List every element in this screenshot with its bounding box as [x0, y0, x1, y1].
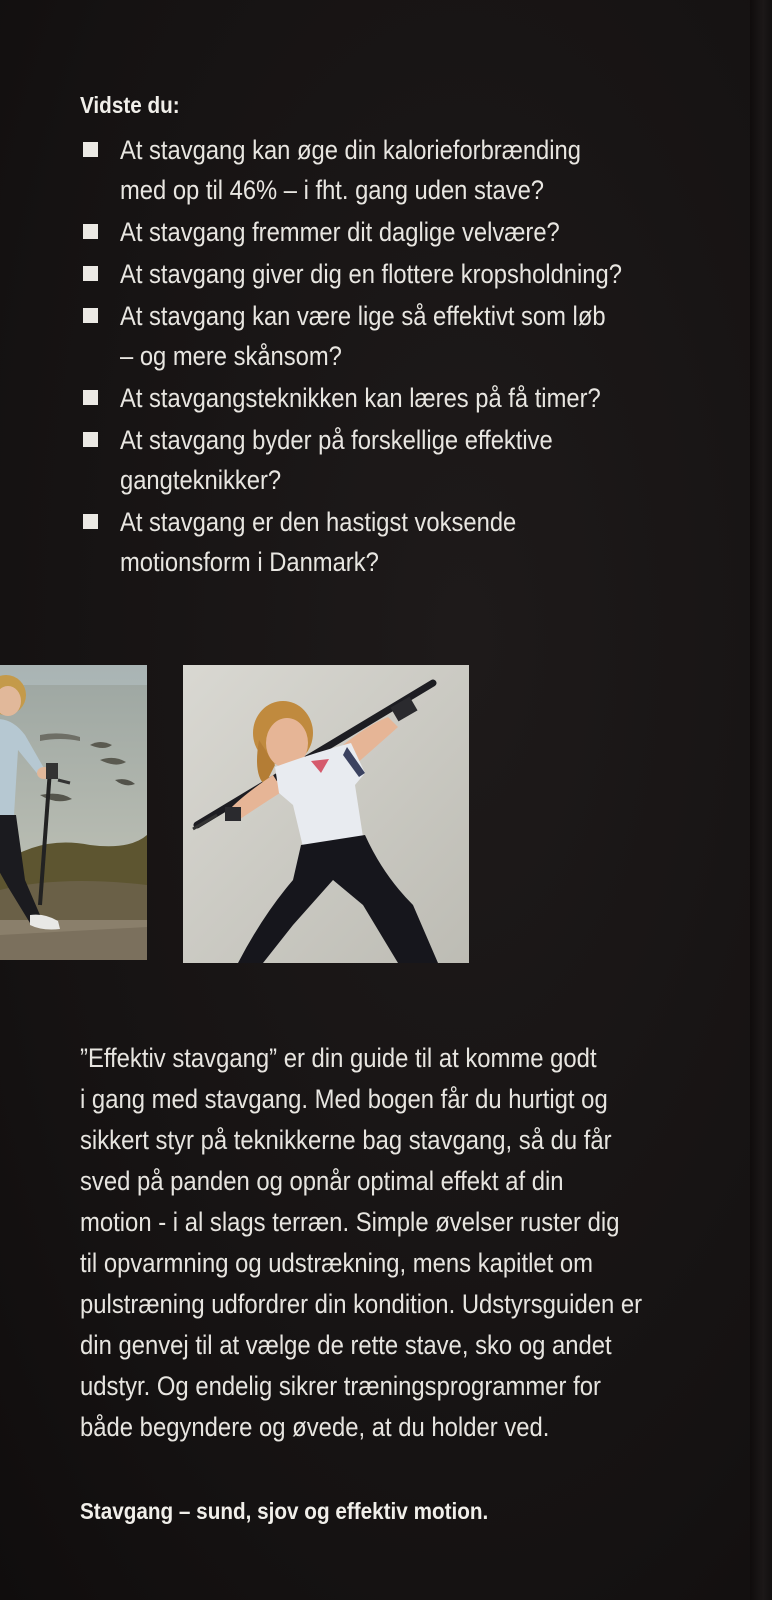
tagline: Stavgang – sund, sjov og effektiv motion. — [80, 1498, 489, 1524]
list-item — [80, 420, 720, 500]
list-item — [80, 130, 720, 210]
list-item — [80, 378, 720, 418]
fact-text: At stavgangsteknikken kan læres på få timer? — [120, 383, 601, 413]
fact-text: At stavgang kan være lige så effektivt som løb – og mere skånsom? — [120, 301, 606, 371]
stretching-woman-illustration — [183, 665, 469, 963]
fact-text: At stavgang kan øge din kalorieforbrænding med op til 46% – i fht. gang uden stave? — [120, 135, 581, 205]
intro-heading: Vidste du: — [80, 92, 180, 118]
list-item — [80, 254, 720, 294]
list-item — [80, 296, 720, 376]
square-bullet-icon — [83, 224, 98, 239]
fact-text: At stavgang fremmer dit daglige velvære? — [120, 217, 560, 247]
fact-text: At stavgang giver dig en flottere kropsholdning? — [120, 259, 622, 289]
photo-coastal-walker — [0, 665, 147, 960]
description-text — [80, 1038, 740, 1448]
description-paragraph: ”Effektiv stavgang” er din guide til at komme godt i gang med stavgang. Med bogen får du hurtigt og sikkert styr på teknikkerne bag stavgang, så du får sved på panden og opnår optimal effekt af din motion - i al slags terræn. Simple øvelser ruster dig til opvarmning og udstrækning, mens kapitlet om pulstræning udfordrer din kondition. Udstyrsguiden er din genvej til at vælge de rette stave, sko og andet udstyr. Og endelig sikrer træningsprogrammer for både begyndere og øvede, at du holder ved. — [80, 1043, 643, 1442]
square-bullet-icon — [83, 390, 98, 405]
square-bullet-icon — [83, 308, 98, 323]
list-item — [80, 502, 720, 582]
square-bullet-icon — [83, 432, 98, 447]
list-item — [80, 212, 720, 252]
fact-text: At stavgang er den hastigst voksende motionsform i Danmark? — [120, 507, 517, 577]
fact-text: At stavgang byder på forskellige effektive gangteknikker? — [120, 425, 553, 495]
facts-list — [80, 130, 720, 584]
square-bullet-icon — [83, 514, 98, 529]
coastal-walker-illustration — [0, 665, 147, 960]
square-bullet-icon — [83, 142, 98, 157]
photo-stretching-woman — [183, 665, 469, 963]
square-bullet-icon — [83, 266, 98, 281]
